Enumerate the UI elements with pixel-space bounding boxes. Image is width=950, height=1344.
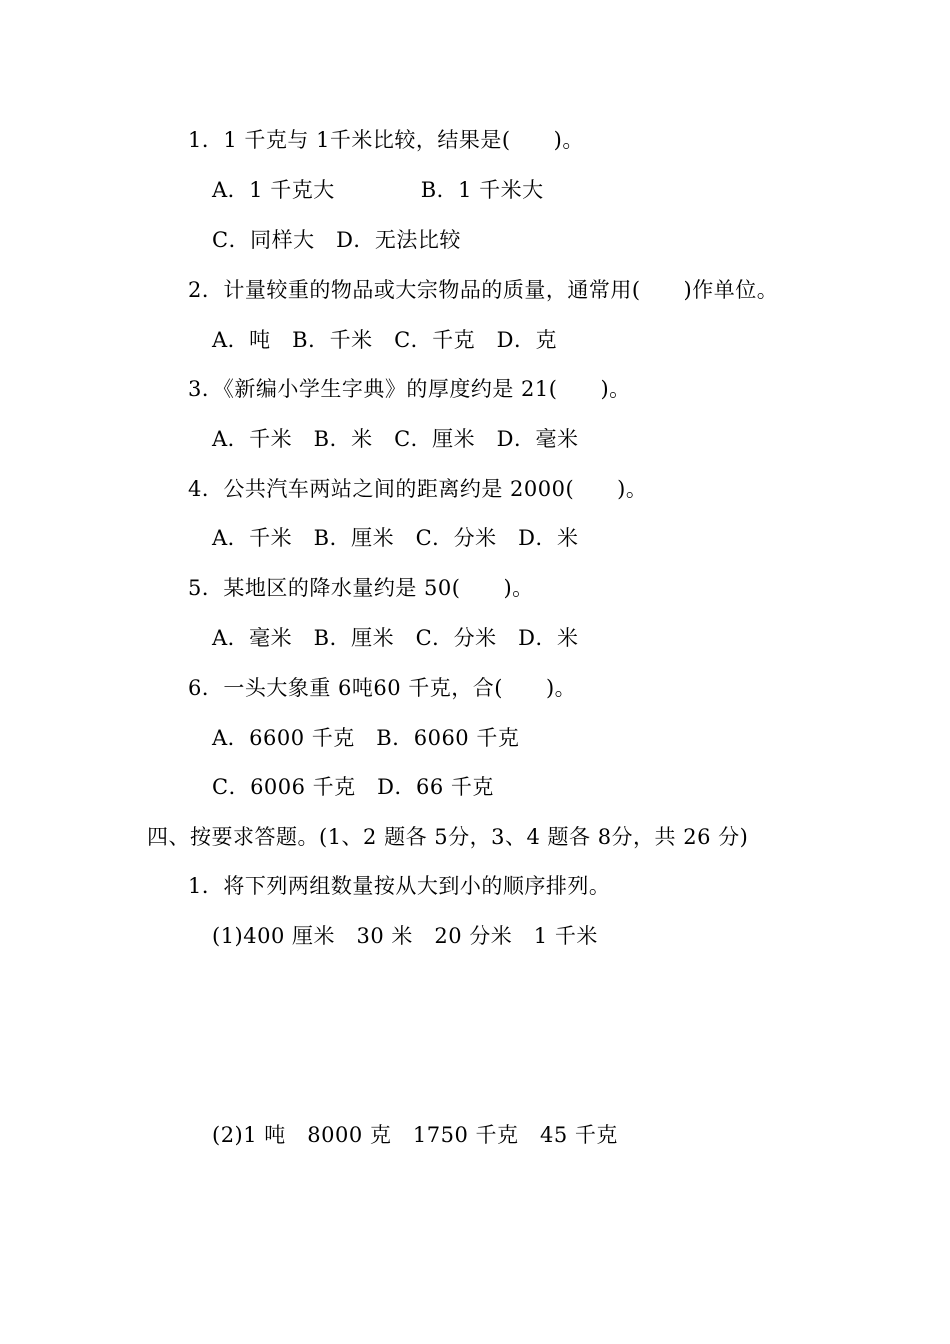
question-6: 6．一头大象重 6吨60 千克，合( )。	[188, 676, 577, 700]
question-2-options: A．吨 B．千米 C．千克 D．克	[212, 328, 558, 352]
section-4-heading: 四、按要求答题。(1、2 题各 5分，3、4 题各 8分，共 26 分)	[147, 825, 749, 849]
section-4-question-1: 1．将下列两组数量按从大到小的顺序排列。	[188, 874, 611, 898]
question-6-options-row-1: A．6600 千克 B．6060 千克	[212, 726, 520, 750]
question-3: 3．《新编小学生字典》的厚度约是 21( )。	[188, 377, 631, 401]
question-1: 1．1 千克与 1千米比较，结果是( )。	[188, 128, 584, 152]
question-2: 2．计量较重的物品或大宗物品的质量，通常用( )作单位。	[188, 278, 779, 302]
question-3-options: A．千米 B．米 C．厘米 D．毫米	[212, 427, 579, 451]
question-1-options-row-2: C．同样大 D．无法比较	[212, 228, 461, 252]
section-4-question-1-part-1: (1)400 厘米 30 米 20 分米 1 千米	[212, 924, 598, 948]
question-5-options: A．毫米 B．厘米 C．分米 D．米	[212, 626, 579, 650]
question-6-options-row-2: C．6006 千克 D．66 千克	[212, 775, 494, 799]
question-5: 5．某地区的降水量约是 50( )。	[188, 576, 534, 600]
question-4-options: A．千米 B．厘米 C．分米 D．米	[212, 526, 579, 550]
question-4: 4．公共汽车两站之间的距离约是 2000( )。	[188, 477, 648, 501]
question-1-options-row-1: A．1 千克大 B．1 千米大	[212, 178, 544, 202]
section-4-question-1-part-2: (2)1 吨 8000 克 1750 千克 45 千克	[212, 1123, 618, 1147]
